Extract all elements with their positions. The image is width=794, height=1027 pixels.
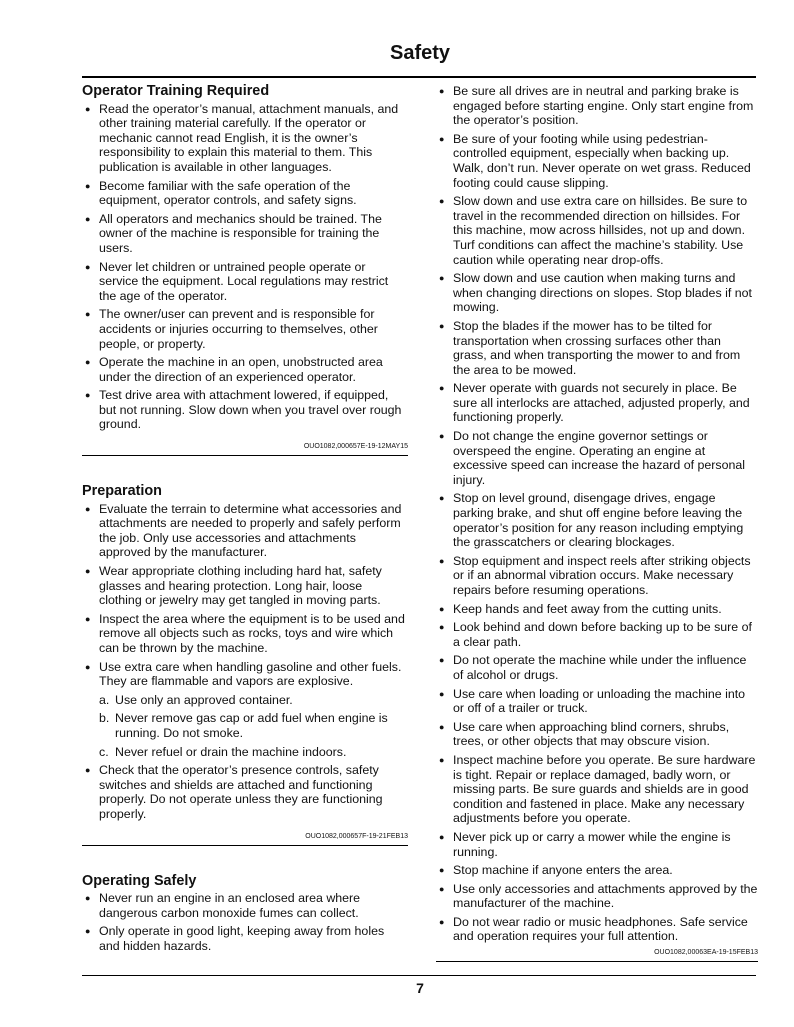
list-item: ● Only operate in good light, keeping away from holes and hidden hazards. xyxy=(82,924,408,953)
footer-rule xyxy=(82,975,756,976)
list-item: ● Never run an engine in an enclosed area where dangerous carbon monoxide fumes can collect. xyxy=(82,891,408,920)
section-title: Operator Training Required xyxy=(82,83,270,99)
list-item: ● Never pick up or carry a mower while the engine is running. xyxy=(436,830,758,859)
list-item: ● Do not change the engine governor settings or overspeed the engine. Operating an engine at excessive speed can increase the hazard of personal injury. xyxy=(436,429,758,487)
list-item: ● Never operate with guards not securely in place. Be sure all interlocks are attached, adjusted properly, and functioning properly. xyxy=(436,381,758,425)
list-item: ● Keep hands and feet away from the cutting units. xyxy=(436,602,758,617)
section-title: Preparation xyxy=(82,483,162,500)
list-item: ● Inspect machine before you operate. Be sure hardware is tight. Repair or replace damaged, badly worn, or missing parts. Be sure guards and shields are in good condition and fastened in place. Make any necessary adjustments before you operate. xyxy=(436,753,758,826)
list-item: ● Be sure all drives are in neutral and parking brake is engaged before starting engine. Only start engine from the operator’s position. xyxy=(436,84,758,128)
reference-code: OUO1082,000657F-19-21FEB13 xyxy=(82,832,408,846)
list-item: ● Wear appropriate clothing including hard hat, safety glasses and hearing protection. Long hair, loose clothing or jewelry may get tangled in moving parts. xyxy=(82,564,408,608)
list-item: ● Test drive area with attachment lowered, if equipped, but not running. Slow down when you travel over rough ground. xyxy=(82,388,408,432)
sub-list-letter: c. xyxy=(99,744,109,759)
list-item: ● Stop on level ground, disengage drives, engage parking brake, and shut off engine before leaving the operator’s position for any reason including emptying the grasscatchers or clearing blockages. xyxy=(436,491,758,549)
list-item: ● Be sure of your footing while using pedestrian-controlled equipment, especially when backing up. Walk, don’t run. Never operate on wet grass. Reduced footing could cause slipping. xyxy=(436,132,758,190)
sub-list-item xyxy=(99,693,408,708)
list-item: ● Use only accessories and attachments approved by the manufacturer of the machine. xyxy=(436,882,758,911)
section-operating-safely xyxy=(82,874,408,954)
list-item: ● Slow down and use extra care on hillsides. Be sure to travel in the recommended direction on hillsides. For this machine, mow across hillsides, not up and down. Turf conditions can affect the machine’s stability. Use caution while operating near drop-offs. xyxy=(436,194,758,267)
list-item: ● Slow down and use caution when making turns and when changing directions on slopes. Stop blades if not mowing. xyxy=(436,271,758,315)
list-item: ● Inspect the area where the equipment is to be used and remove all objects such as rocks, toys and wire which can be thrown by the machine. xyxy=(82,612,408,656)
sub-list xyxy=(99,693,408,759)
list-item: ● Use care when loading or unloading the machine into or off of a trailer or truck. xyxy=(436,687,758,716)
list-item: ● Become familiar with the safe operation of the equipment, operator controls, and safety signs. xyxy=(82,179,408,208)
section-title: Operating Safely xyxy=(82,872,197,889)
list-item: ● Stop machine if anyone enters the area. xyxy=(436,863,758,878)
list-item: ● Stop equipment and inspect reels after striking objects or if an abnormal vibration occurs. Make necessary repairs before resuming operations. xyxy=(436,554,758,598)
list-item xyxy=(82,660,408,760)
list-item: ● The owner/user can prevent and is responsible for accidents or injuries occurring to themselves, other people, or property. xyxy=(82,307,408,351)
section-operator-training xyxy=(82,84,408,456)
list-item: ● Evaluate the terrain to determine what accessories and attachments are needed to properly and safely perform the job. Only use accessories and attachments approved by the manufacturer. xyxy=(82,502,408,560)
page-number: 7 xyxy=(416,980,424,996)
list-item: ● Never let children or untrained people operate or service the equipment. Local regulations may restrict the age of the operator. xyxy=(82,260,408,304)
sub-list-item xyxy=(99,711,408,740)
sub-list-letter: a. xyxy=(99,692,110,707)
list-item: ● Look behind and down before backing up to be sure of a clear path. xyxy=(436,620,758,649)
bullet-list xyxy=(82,102,408,432)
section-preparation xyxy=(82,484,408,845)
sub-list-item xyxy=(99,745,408,760)
reference-code: OUO1082,000657E-19-12MAY15 xyxy=(82,442,408,456)
list-item: ● Operate the machine in an open, unobstructed area under the direction of an experienced operator. xyxy=(82,355,408,384)
list-item: ● All operators and mechanics should be trained. The owner of the machine is responsible for training the users. xyxy=(82,212,408,256)
right-column xyxy=(436,84,758,962)
list-item: ● Check that the operator’s presence controls, safety switches and shields are attached and functioning properly. Do not operate unless they are functioning properly. xyxy=(82,763,408,821)
sub-list-text: Use only an approved container. xyxy=(115,692,293,707)
list-item: ● Read the operator’s manual, attachment manuals, and other training material carefully. If the operator or mechanic cannot read English, it is the owner’s responsibility to explain this material to them. This publication is available in other languages. xyxy=(82,102,408,175)
reference-code: OUO1082,00063EA-19-15FEB13 xyxy=(436,948,758,962)
list-item: ● Do not wear radio or music headphones. Safe service and operation requires your full attention. xyxy=(436,915,758,944)
bullet-list xyxy=(82,891,408,953)
sub-list-letter: b. xyxy=(99,711,110,726)
bullet-list xyxy=(82,502,408,822)
sub-list-text: Never refuel or drain the machine indoors. xyxy=(115,744,347,759)
page-title: Safety xyxy=(389,42,451,64)
left-column xyxy=(82,84,408,958)
list-item: ● Do not operate the machine while under the influence of alcohol or drugs. xyxy=(436,653,758,682)
list-item-text: Use extra care when handling gasoline and other fuels. They are flammable and vapors are explosive. xyxy=(99,659,402,689)
sub-list-text: Never remove gas cap or add fuel when engine is running. Do not smoke. xyxy=(115,711,388,740)
list-item: ● Stop the blades if the mower has to be tilted for transportation when crossing surfaces other than grass, and when transporting the mower to and from the area to be mowed. xyxy=(436,319,758,377)
header-rule xyxy=(82,76,756,78)
list-item: ● Use care when approaching blind corners, shrubs, trees, or other objects that may obscure vision. xyxy=(436,720,758,749)
bullet-list xyxy=(436,84,758,944)
